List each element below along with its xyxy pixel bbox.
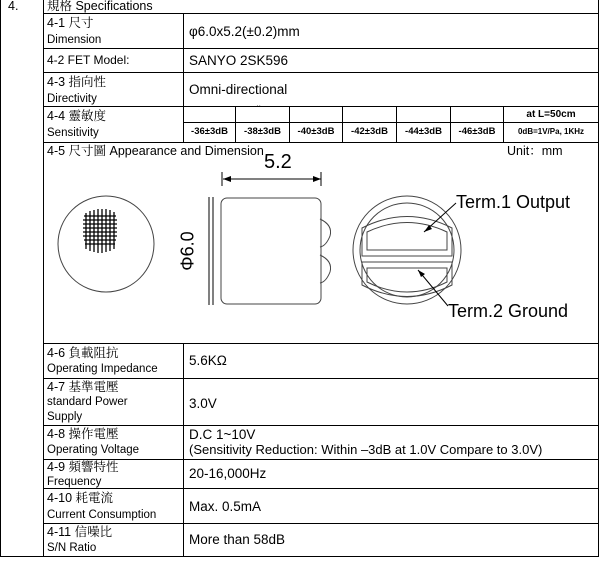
snr-value: More than 58dB [189,532,286,547]
sensitivity-value: -38±3dB [244,126,281,137]
voltage-std-label-en2: Supply [47,411,83,423]
frequency-value: 20-16,000Hz [189,466,267,481]
sensitivity-label-en: Sensitivity [47,127,99,139]
grille-icon [83,209,117,253]
sensitivity-condition-top: at L=50cm [526,109,576,120]
voltage-std-label-cn: 4-7 基準電壓 [47,380,119,394]
voltage-std-value: 3.0V [189,396,217,411]
sensitivity-value: -40±3dB [297,126,335,137]
frequency-label-cn: 4-9 頻響特性 [47,460,119,474]
current-value: Max. 0.5mA [189,499,262,514]
directivity-label-en: Directivity [47,93,97,105]
fet-label: 4-2 FET Model: [47,53,130,67]
directivity-value: Omni-directional [189,82,288,97]
impedance-label-en: Operating Impedance [47,363,158,375]
voltage-op-value1: D.C 1~10V [189,427,256,442]
sensitivity-value: -36±3dB [191,126,228,137]
section-title: 規格 Specifications [47,0,153,13]
impedance-label-cn: 4-6 負載阻抗 [47,346,119,360]
sensitivity-value: -42±3dB [351,126,388,137]
sensitivity-tick: ˇ [257,105,261,116]
fet-value: SANYO 2SK596 [189,53,289,68]
dimension-width-label: 5.2 [264,151,292,173]
sensitivity-value: -46±3dB [458,126,496,137]
impedance-value: 5.6KΩ [189,353,227,368]
dimension-value: φ6.0x5.2(±0.2)mm [189,24,300,39]
sensitivity-condition-bottom: 0dB=1V/Pa, 1KHz [517,127,585,136]
dimension-diameter-label: Φ6.0 [177,231,198,271]
frequency-label-en: Frequency [47,476,102,488]
sensitivity-value: -44±3dB [405,126,442,137]
voltage-op-value2: (Sensitivity Reduction: Within –3dB at 1.0V Compare to 3.0V) [189,442,543,457]
term2-label: Term.2 Ground [448,301,569,321]
dimension-label-cn: 4-1 尺寸 [47,16,94,30]
appearance-label: 4-5 尺寸圖 Appearance and Dimension [47,144,264,158]
voltage-std-label-en1: standard Power [47,396,128,408]
snr-label-cn: 4-11 信噪比 [47,525,113,539]
current-label-cn: 4-10 耗電流 [47,491,113,505]
sensitivity-label-cn: 4-4 靈敏度 [47,109,107,123]
term1-label: Term.1 Output [456,192,571,212]
dimension-label-en: Dimension [47,34,102,46]
directivity-label-cn: 4-3 指向性 [47,75,107,89]
snr-label-en: S/N Ratio [47,542,97,554]
current-label-en: Current Consumption [47,509,157,521]
voltage-op-label-en: Operating Voltage [47,444,140,456]
section-number: 4. [8,0,19,13]
appearance-unit: Unit：mm [507,144,563,158]
voltage-op-label-cn: 4-8 操作電壓 [47,427,119,441]
